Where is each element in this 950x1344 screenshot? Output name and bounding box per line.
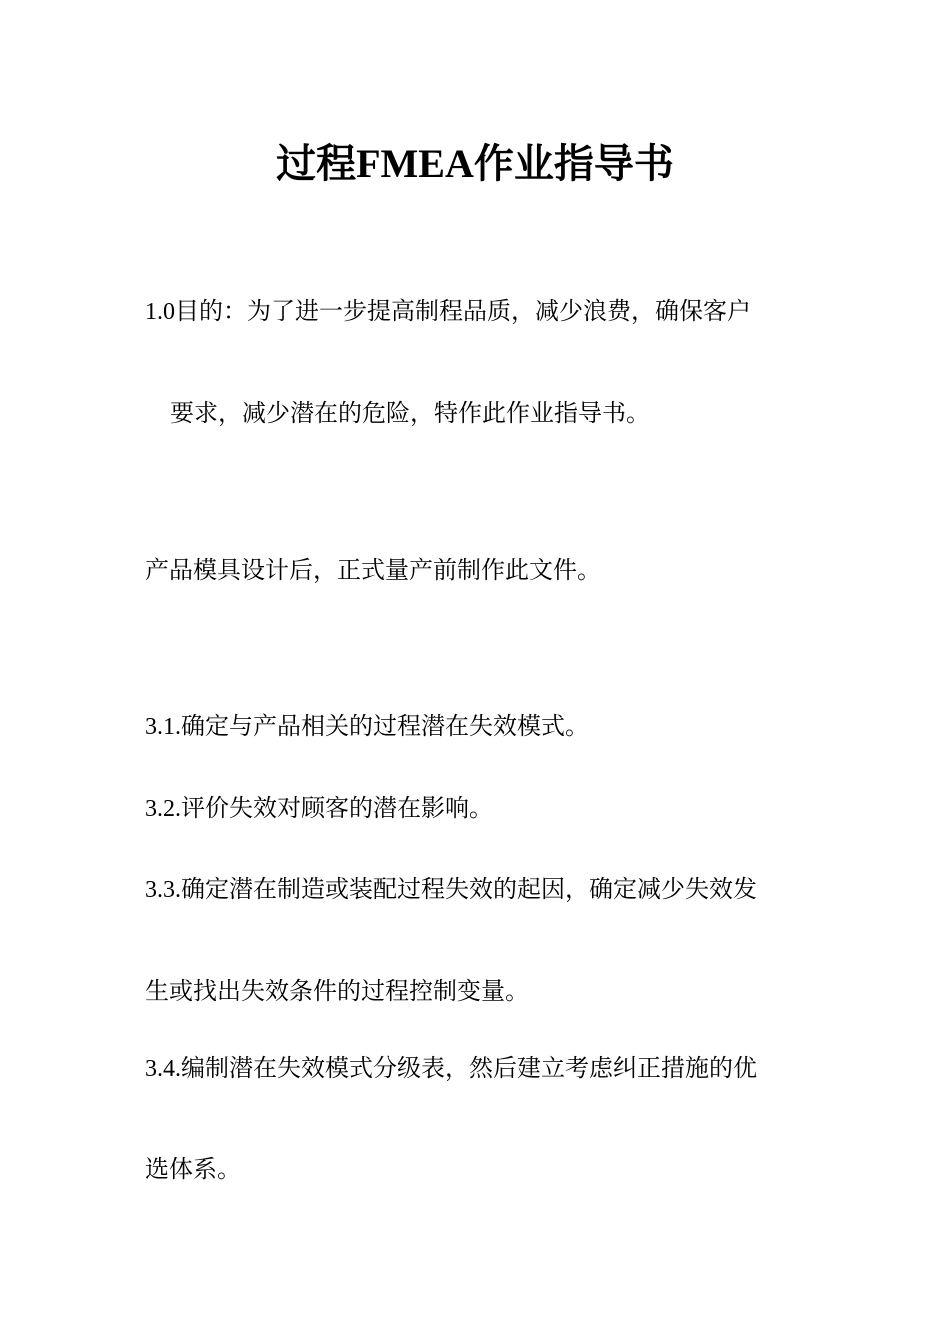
item-3-3-line-1: 3.3.确定潜在制造或装配过程失效的起因，确定减少失效发 [145,877,757,903]
item-3-1: 3.1.确定与产品相关的过程潜在失效模式。 [145,714,589,740]
item-3-4-line-1: 3.4.编制潜在失效模式分级表，然后建立考虑纠正措施的优 [145,1056,757,1082]
purpose-line-1: 1.0目的：为了进一步提高制程品质，减少浪费，确保客户 [145,299,751,325]
item-3-2: 3.2.评价失效对顾客的潜在影响。 [145,796,493,822]
purpose-line-2: 要求，减少潜在的危险，特作此作业指导书。 [170,401,650,427]
item-3-3-line-2: 生或找出失效条件的过程控制变量。 [145,979,529,1005]
document-title: 过程FMEA作业指导书 [276,141,674,186]
scope-text: 产品模具设计后，正式量产前制作此文件。 [145,558,601,584]
item-3-4-line-2: 选体系。 [145,1157,241,1183]
